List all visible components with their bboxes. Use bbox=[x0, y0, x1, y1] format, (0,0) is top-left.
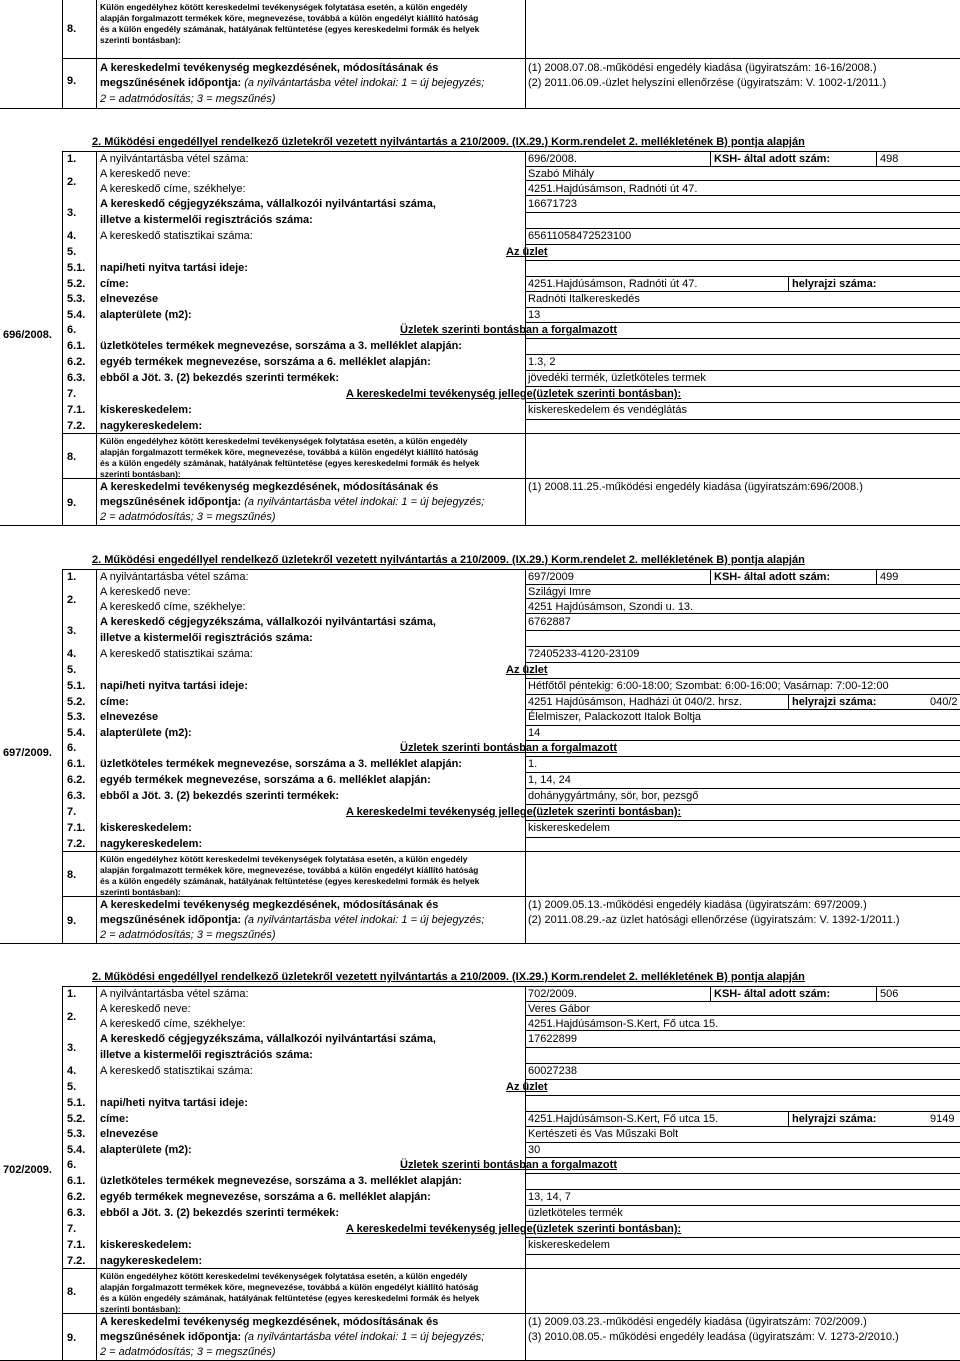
other-products-label: egyéb termékek megnevezése, sorszáma a 6. melléklet alapján: bbox=[100, 774, 431, 786]
company-number-label-2: illetve a kistermelői regisztrációs száma: bbox=[100, 632, 313, 644]
shop-heading: Az üzlet bbox=[506, 1081, 548, 1093]
stat-number: 60027238 bbox=[528, 1065, 577, 1077]
item-9-history-1: (1) 2008.07.08.-működési engedély kiadása (ügyiratszám: 16-16/2008.) bbox=[528, 62, 877, 74]
licensed-products: 1. bbox=[528, 758, 538, 770]
item-2-number: 2. bbox=[67, 176, 77, 188]
item-5-2-number: 5.2. bbox=[67, 1113, 86, 1125]
item-6-2-number: 6.2. bbox=[67, 1191, 86, 1203]
history-entry: (3) 2010.08.05.- működési engedély leadása (ügyiratszám: V. 1273-2/2010.) bbox=[528, 1331, 899, 1343]
company-number: 6762887 bbox=[528, 616, 571, 628]
licensed-products-label: üzletköteles termékek megnevezése, sorszáma a 3. melléklet alapján: bbox=[100, 340, 462, 352]
item-9-text-2: megszűnésének időpontja: bbox=[100, 77, 242, 89]
item-5-3-number: 5.3. bbox=[67, 711, 86, 723]
shop-address: 4251.Hajdúsámson, Radnóti út 47. bbox=[528, 278, 698, 290]
item-8-text-1: Külön engedélyhez kötött kereskedelmi tevékenységek folytatása esetén, a külön engedély bbox=[100, 854, 468, 864]
item-6-1-number: 6.1. bbox=[67, 340, 86, 352]
item-5-3-number: 5.3. bbox=[67, 293, 86, 305]
item-7-1-number: 7.1. bbox=[67, 822, 86, 834]
item-2-number: 2. bbox=[67, 594, 77, 606]
item-9-text-1: A kereskedelmi tevékenység megkezdésének, módosításának és bbox=[100, 899, 439, 911]
shop-area: 14 bbox=[528, 727, 541, 739]
item-9-text-2-italic: (a nyilvántartásba vétel indokai: 1 = új bejegyzés; bbox=[241, 496, 485, 508]
trader-name: Szabó Mihály bbox=[528, 168, 595, 180]
shop-area-label: alapterülete (m2): bbox=[100, 309, 192, 321]
shop-area-label: alapterülete (m2): bbox=[100, 727, 192, 739]
land-registry-label: helyrajzi száma: bbox=[792, 696, 877, 708]
item-9-text-3: 2 = adatmódosítás; 3 = megszűnés) bbox=[100, 93, 276, 105]
item-3-number: 3. bbox=[67, 625, 77, 637]
item-3-number: 3. bbox=[67, 1042, 77, 1054]
land-registry-label: helyrajzi száma: bbox=[792, 1113, 877, 1125]
shop-area: 13 bbox=[528, 309, 541, 321]
shop-address-label: címe: bbox=[100, 1113, 129, 1125]
record-id: 702/2009. bbox=[3, 1164, 52, 1176]
item-8-text-3: és a külön engedély számának, hatályának feltüntetése (egyes kereskedelmi formák és helyek bbox=[100, 24, 480, 34]
item-1-number: 1. bbox=[67, 153, 77, 165]
stat-number-label: A kereskedő statisztikai száma: bbox=[100, 230, 253, 242]
item-8-text-4: szerinti bontásban): bbox=[100, 1304, 181, 1314]
excise-products: üzletköteles termék bbox=[528, 1207, 623, 1219]
other-products-label: egyéb termékek megnevezése, sorszáma a 6. melléklet alapján: bbox=[100, 1191, 431, 1203]
products-heading: Üzletek szerinti bontásban a forgalmazott bbox=[400, 1159, 617, 1171]
other-products: 1.3, 2 bbox=[528, 356, 556, 368]
item-8-text-3: és a külön engedély számának, hatályának feltüntetése (egyes kereskedelmi formák és helyek bbox=[100, 876, 480, 886]
section-title: 2. Működési engedéllyel rendelkező üzletekről vezetett nyilvántartás a 210/2009. (IX.29.) Korm.rendelet 2. mellékletének B) pontja alapján bbox=[92, 554, 805, 566]
item-9-text-2-italic: (a nyilvántartásba vétel indokai: 1 = új bejegyzés; bbox=[241, 1331, 485, 1343]
other-products: 13, 14, 7 bbox=[528, 1191, 571, 1203]
shop-name-label: elnevezése bbox=[100, 711, 159, 723]
item-8-text-2: alapján forgalmazott termékek köre, megnevezése, továbbá a külön engedélyt kiállító hatóság bbox=[100, 447, 479, 457]
opening-hours-label: napi/heti nyitva tartási ideje: bbox=[100, 262, 248, 274]
top-partial-block bbox=[0, 0, 960, 110]
shop-name-label: elnevezése bbox=[100, 293, 159, 305]
company-number-label: A kereskedő cégjegyzékszáma, vállalkozói nyilvántartási száma, bbox=[100, 616, 436, 628]
company-number-label: A kereskedő cégjegyzékszáma, vállalkozói nyilvántartási száma, bbox=[100, 1033, 436, 1045]
excise-products: jövedéki termék, üzletköteles termek bbox=[528, 372, 706, 384]
item-6-3-number: 6.3. bbox=[67, 790, 86, 802]
retail-value: kiskereskedelem és vendéglátás bbox=[528, 404, 687, 416]
item-8-number: 8. bbox=[67, 1286, 77, 1298]
record-id: 696/2008. bbox=[3, 329, 52, 341]
other-products-label: egyéb termékek megnevezése, sorszáma a 6. melléklet alapján: bbox=[100, 356, 431, 368]
item-5-2-number: 5.2. bbox=[67, 278, 86, 290]
shop-heading: Az üzlet bbox=[506, 246, 548, 258]
item-9-text-2: megszűnésének időpontja: bbox=[100, 1331, 242, 1343]
registration-number: 702/2009. bbox=[528, 988, 577, 1000]
record-block bbox=[0, 968, 960, 1360]
shop-name: Kertészeti és Vas Műszaki Bolt bbox=[528, 1128, 679, 1140]
land-registry-number: 9149 bbox=[930, 1113, 955, 1125]
shop-name: Radnóti Italkereskedés bbox=[528, 293, 640, 305]
item-8-text-4: szerinti bontásban): bbox=[100, 469, 181, 479]
item-6-2-number: 6.2. bbox=[67, 356, 86, 368]
item-9-text-1: A kereskedelmi tevékenység megkezdésének, módosításának és bbox=[100, 62, 439, 74]
trader-name: Veres Gábor bbox=[528, 1003, 590, 1015]
item-9-text-3: 2 = adatmódosítás; 3 = megszűnés) bbox=[100, 929, 276, 941]
wholesale-label: nagykereskedelem: bbox=[100, 838, 203, 850]
trader-address-label: A kereskedő címe, székhelye: bbox=[100, 183, 246, 195]
shop-area: 30 bbox=[528, 1144, 541, 1156]
item-8-text-4: szerinti bontásban): bbox=[100, 887, 181, 897]
item-9-text-3: 2 = adatmódosítás; 3 = megszűnés) bbox=[100, 1346, 276, 1358]
trader-address-label: A kereskedő címe, székhelye: bbox=[100, 601, 246, 613]
ksh-label: KSH- által adott szám: bbox=[714, 988, 831, 1000]
history-entry: (1) 2008.11.25.-működési engedély kiadása (ügyiratszám:696/2008.) bbox=[528, 481, 863, 493]
history-entry: (1) 2009.03.23.-működési engedély kiadása (ügyiratszám: 702/2009.) bbox=[528, 1316, 867, 1328]
item-1-label: A nyilvántartásba vétel száma: bbox=[100, 153, 249, 165]
item-1-label: A nyilvántartásba vétel száma: bbox=[100, 988, 249, 1000]
shop-name: Élelmiszer, Palackozott Italok Boltja bbox=[528, 711, 702, 723]
shop-address-label: címe: bbox=[100, 696, 129, 708]
history-entry: (2) 2011.08.29.-az üzlet hatósági ellenőrzése (ügyiratszám: V. 1392-1/2011.) bbox=[528, 914, 900, 926]
land-registry-label: helyrajzi száma: bbox=[792, 278, 877, 290]
item-9-text-1: A kereskedelmi tevékenység megkezdésének, módosításának és bbox=[100, 1316, 439, 1328]
retail-value: kiskereskedelem bbox=[528, 822, 610, 834]
item-8-number: 8. bbox=[67, 451, 77, 463]
item-5-1-number: 5.1. bbox=[67, 262, 86, 274]
activity-heading: A kereskedelmi tevékenység jellege(üzletek szerinti bontásban): bbox=[346, 388, 682, 400]
item-9-text-2-italic: (a nyilvántartásba vétel indokai: 1 = új bejegyzés; bbox=[241, 77, 485, 89]
item-8-text-3: és a külön engedély számának, hatályának feltüntetése (egyes kereskedelmi formák és helyek bbox=[100, 458, 480, 468]
history-entry: (1) 2009.05.13.-működési engedély kiadása (ügyiratszám: 697/2009.) bbox=[528, 899, 867, 911]
item-8-text-1: Külön engedélyhez kötött kereskedelmi tevékenységek folytatása esetén, a külön engedély bbox=[100, 436, 468, 446]
shop-heading: Az üzlet bbox=[506, 664, 548, 676]
item-8-text-3: és a külön engedély számának, hatályának feltüntetése (egyes kereskedelmi formák és helyek bbox=[100, 1293, 480, 1303]
item-8-number: 8. bbox=[67, 869, 77, 881]
opening-hours-label: napi/heti nyitva tartási ideje: bbox=[100, 1097, 248, 1109]
excise-products-label: ebből a Jöt. 3. (2) bekezdés szerinti termékek: bbox=[100, 372, 340, 384]
wholesale-label: nagykereskedelem: bbox=[100, 1255, 203, 1267]
shop-name-label: elnevezése bbox=[100, 1128, 159, 1140]
trader-address: 4251.Hajdúsámson-S.Kert, Fő utca 15. bbox=[528, 1018, 719, 1030]
item-5-number: 5. bbox=[67, 1081, 77, 1093]
item-1-number: 1. bbox=[67, 988, 77, 1000]
item-8-text-2: alapján forgalmazott termékek köre, megnevezése, továbbá a külön engedélyt kiállító hatóság bbox=[100, 1282, 479, 1292]
item-7-number: 7. bbox=[67, 1223, 77, 1235]
ksh-label: KSH- által adott szám: bbox=[714, 153, 831, 165]
item-8-number: 8. bbox=[67, 23, 77, 35]
excise-products-label: ebből a Jöt. 3. (2) bekezdés szerinti termékek: bbox=[100, 790, 340, 802]
item-7-number: 7. bbox=[67, 806, 77, 818]
record-block bbox=[0, 133, 960, 525]
record-id: 697/2009. bbox=[3, 747, 52, 759]
item-4-number: 4. bbox=[67, 230, 77, 242]
opening-hours-label: napi/heti nyitva tartási ideje: bbox=[100, 680, 248, 692]
item-9-text-2-italic: (a nyilvántartásba vétel indokai: 1 = új bejegyzés; bbox=[241, 914, 485, 926]
shop-address: 4251.Hajdúsámson-S.Kert, Fő utca 15. bbox=[528, 1113, 719, 1125]
item-6-3-number: 6.3. bbox=[67, 1207, 86, 1219]
ksh-number: 506 bbox=[880, 988, 899, 1000]
products-heading: Üzletek szerinti bontásban a forgalmazott bbox=[400, 324, 617, 336]
retail-label: kiskereskedelem: bbox=[100, 822, 192, 834]
item-8-text-1: Külön engedélyhez kötött kereskedelmi tevékenységek folytatása esetén, a külön engedély bbox=[100, 1271, 468, 1281]
item-5-1-number: 5.1. bbox=[67, 680, 86, 692]
trader-name: Szilágyi Imre bbox=[528, 586, 591, 598]
item-6-1-number: 6.1. bbox=[67, 758, 86, 770]
item-6-3-number: 6.3. bbox=[67, 372, 86, 384]
retail-label: kiskereskedelem: bbox=[100, 1239, 192, 1251]
trader-name-label: A kereskedő neve: bbox=[100, 1003, 191, 1015]
item-9-number: 9. bbox=[67, 1332, 77, 1344]
item-4-number: 4. bbox=[67, 1065, 77, 1077]
item-5-number: 5. bbox=[67, 246, 77, 258]
trader-address: 4251 Hajdúsámson, Szondi u. 13. bbox=[528, 601, 694, 613]
company-number-label-2: illetve a kistermelői regisztrációs száma: bbox=[100, 1049, 313, 1061]
ksh-label: KSH- által adott szám: bbox=[714, 571, 831, 583]
retail-value: kiskereskedelem bbox=[528, 1239, 610, 1251]
item-7-1-number: 7.1. bbox=[67, 404, 86, 416]
activity-heading: A kereskedelmi tevékenység jellege(üzletek szerinti bontásban): bbox=[346, 806, 682, 818]
company-number-label-2: illetve a kistermelői regisztrációs száma: bbox=[100, 214, 313, 226]
products-heading: Üzletek szerinti bontásban a forgalmazott bbox=[400, 742, 617, 754]
item-7-2-number: 7.2. bbox=[67, 420, 86, 432]
item-5-number: 5. bbox=[67, 664, 77, 676]
item-9-text-1: A kereskedelmi tevékenység megkezdésének, módosításának és bbox=[100, 481, 439, 493]
retail-label: kiskereskedelem: bbox=[100, 404, 192, 416]
land-registry-number: 040/2 bbox=[930, 696, 958, 708]
ksh-number: 498 bbox=[880, 153, 899, 165]
item-7-2-number: 7.2. bbox=[67, 1255, 86, 1267]
registration-number: 697/2009 bbox=[528, 571, 574, 583]
item-7-2-number: 7.2. bbox=[67, 838, 86, 850]
item-6-1-number: 6.1. bbox=[67, 1175, 86, 1187]
trader-name-label: A kereskedő neve: bbox=[100, 586, 191, 598]
item-9-history-2: (2) 2011.06.09.-üzlet helyszíni ellenőrzése (ügyiratszám: V. 1002-1/2011.) bbox=[528, 77, 887, 89]
item-6-2-number: 6.2. bbox=[67, 774, 86, 786]
item-1-label: A nyilvántartásba vétel száma: bbox=[100, 571, 249, 583]
trader-address-label: A kereskedő címe, székhelye: bbox=[100, 1018, 246, 1030]
activity-heading: A kereskedelmi tevékenység jellege(üzletek szerinti bontásban): bbox=[346, 1223, 682, 1235]
licensed-products-label: üzletköteles termékek megnevezése, sorszáma a 3. melléklet alapján: bbox=[100, 758, 462, 770]
item-1-number: 1. bbox=[67, 571, 77, 583]
item-2-number: 2. bbox=[67, 1011, 77, 1023]
item-5-4-number: 5.4. bbox=[67, 727, 86, 739]
item-6-number: 6. bbox=[67, 324, 77, 336]
shop-area-label: alapterülete (m2): bbox=[100, 1144, 192, 1156]
item-6-number: 6. bbox=[67, 742, 77, 754]
item-8-text-2: alapján forgalmazott termékek köre, megnevezése, továbbá a külön engedélyt kiállító hatóság bbox=[100, 13, 479, 23]
excise-products-label: ebből a Jöt. 3. (2) bekezdés szerinti termékek: bbox=[100, 1207, 340, 1219]
registration-number: 696/2008. bbox=[528, 153, 577, 165]
item-3-number: 3. bbox=[67, 207, 77, 219]
wholesale-label: nagykereskedelem: bbox=[100, 420, 203, 432]
item-5-3-number: 5.3. bbox=[67, 1128, 86, 1140]
item-8-text-2: alapján forgalmazott termékek köre, megnevezése, továbbá a külön engedélyt kiállító hatóság bbox=[100, 865, 479, 875]
licensed-products-label: üzletköteles termékek megnevezése, sorszáma a 3. melléklet alapján: bbox=[100, 1175, 462, 1187]
item-7-1-number: 7.1. bbox=[67, 1239, 86, 1251]
item-7-number: 7. bbox=[67, 388, 77, 400]
company-number: 17622899 bbox=[528, 1033, 577, 1045]
item-8-text-4: szerinti bontásban): bbox=[100, 35, 181, 45]
item-8-text-1: Külön engedélyhez kötött kereskedelmi tevékenységek folytatása esetén, a külön engedély bbox=[100, 2, 468, 12]
item-9-text-2: megszűnésének időpontja: bbox=[100, 496, 242, 508]
item-6-number: 6. bbox=[67, 1159, 77, 1171]
section-title: 2. Működési engedéllyel rendelkező üzletekről vezetett nyilvántartás a 210/2009. (IX.29.) Korm.rendelet 2. mellékletének B) pontja alapján bbox=[92, 136, 805, 148]
stat-number: 72405233-4120-23109 bbox=[528, 648, 640, 660]
stat-number-label: A kereskedő statisztikai száma: bbox=[100, 1065, 253, 1077]
item-9-number: 9. bbox=[67, 497, 77, 509]
trader-address: 4251.Hajdúsámson, Radnóti út 47. bbox=[528, 183, 698, 195]
company-number-label: A kereskedő cégjegyzékszáma, vállalkozói nyilvántartási száma, bbox=[100, 198, 436, 210]
item-9-number: 9. bbox=[67, 915, 77, 927]
shop-address-label: címe: bbox=[100, 278, 129, 290]
other-products: 1, 14, 24 bbox=[528, 774, 571, 786]
excise-products: dohánygyártmány, sör, bor, pezsgő bbox=[528, 790, 699, 802]
stat-number: 65611058472523100 bbox=[528, 230, 632, 242]
item-5-4-number: 5.4. bbox=[67, 1144, 86, 1156]
item-9-number: 9. bbox=[67, 75, 77, 87]
ksh-number: 499 bbox=[880, 571, 899, 583]
shop-address: 4251 Hajdúsámson, Hadházi út 040/2. hrsz. bbox=[528, 696, 743, 708]
opening-hours: Hétfőtől péntekig: 6:00-18:00; Szombat: 6:00-16:00; Vasárnap: 7:00-12:00 bbox=[528, 680, 889, 692]
trader-name-label: A kereskedő neve: bbox=[100, 168, 191, 180]
stat-number-label: A kereskedő statisztikai száma: bbox=[100, 648, 253, 660]
item-5-2-number: 5.2. bbox=[67, 696, 86, 708]
item-9-text-3: 2 = adatmódosítás; 3 = megszűnés) bbox=[100, 511, 276, 523]
record-block bbox=[0, 551, 960, 943]
item-5-1-number: 5.1. bbox=[67, 1097, 86, 1109]
item-4-number: 4. bbox=[67, 648, 77, 660]
section-title: 2. Működési engedéllyel rendelkező üzletekről vezetett nyilvántartás a 210/2009. (IX.29.) Korm.rendelet 2. mellékletének B) pontja alapján bbox=[92, 971, 805, 983]
item-5-4-number: 5.4. bbox=[67, 309, 86, 321]
item-9-text-2: megszűnésének időpontja: bbox=[100, 914, 242, 926]
company-number: 16671723 bbox=[528, 198, 577, 210]
